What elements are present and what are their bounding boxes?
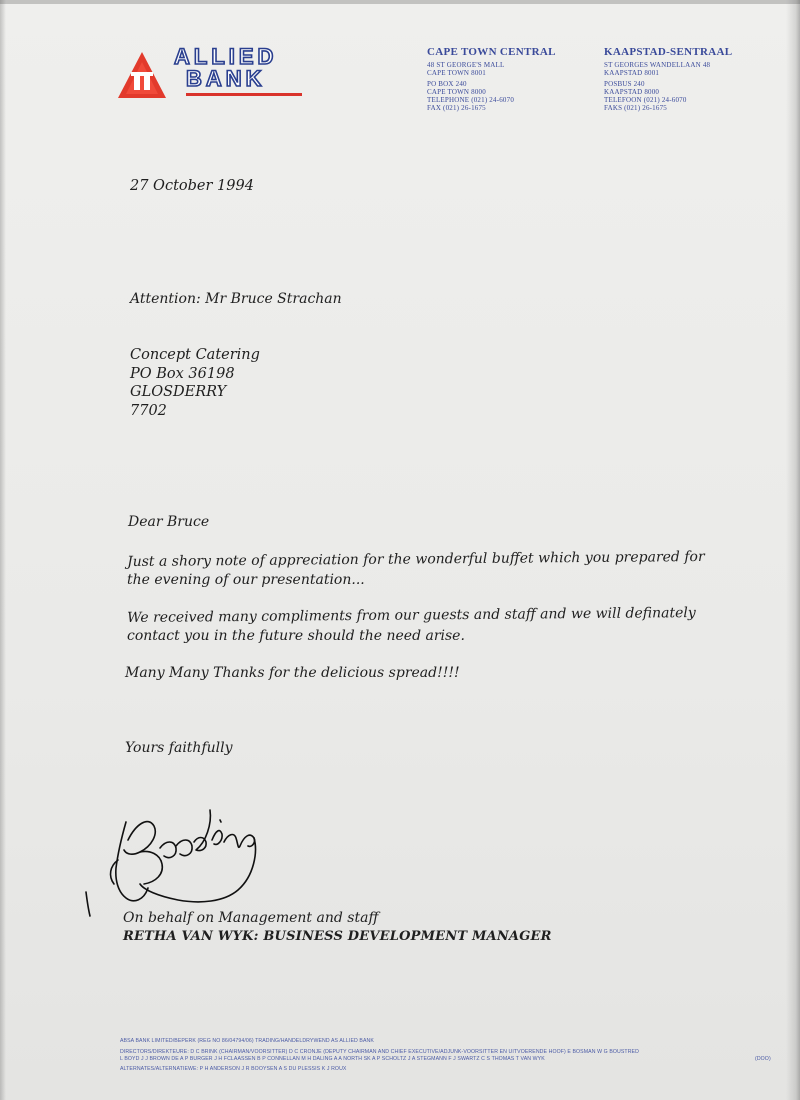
footer-directors-line1: DIRECTORS/DIREKTEURE: D C BRINK (CHAIRMAN/VOORSITTER) D C CRONJE (DEPUTY CHAIRMAN AND CHIEF EXECUTIVE/ADJUNK-VOORSITTER EN UITVOERENDE HOOF) E BOSMAN W G BOUSTRED <box>120 1049 639 1055</box>
recipient-postcode: 7702 <box>130 402 167 419</box>
branch-heading: CAPE TOWN CENTRAL <box>427 46 556 58</box>
paragraph-1-line-1: Just a shory note of appreciation for the wonderful buffet which you prepared for <box>127 548 705 570</box>
page-shadow-top <box>0 0 800 4</box>
allied-bank-emblem-icon <box>116 50 168 102</box>
address-block-afrikaans <box>604 46 732 112</box>
logo-wordmark-line2: BANK <box>186 66 266 91</box>
attention-line: Attention: Mr Bruce Strachan <box>130 291 342 307</box>
footer-registration: ABSA BANK LIMITED/BEPERK (REG NO 86/04794/06) TRADING/HANDELDRYWEND AS ALLIED BANK <box>120 1038 374 1044</box>
recipient-address <box>130 346 260 420</box>
street-line: ST GEORGES WANDELLAAN 48 <box>604 61 711 69</box>
paragraph-2-line-2: contact you in the future should the need arise. <box>127 628 465 644</box>
logo-underline <box>186 93 302 96</box>
page-shadow-right <box>786 0 800 1100</box>
salutation: Dear Bruce <box>128 514 210 530</box>
street-city-line: CAPE TOWN 8001 <box>427 69 486 77</box>
letter-date: 27 October 1994 <box>130 178 254 194</box>
po-box-line: PO BOX 240 <box>427 80 467 88</box>
phone-line: TELEFOON (021) 24-6070 <box>604 96 687 104</box>
footer-directors-line2: L BOYD J J BROWN DE A P BURGER J H FCLAASSEN B P CONNELLAN M H DALING A A NORTH SK A P SCHOLTZ J A STEGMANN F J SWARTZ C S THOMAS T VAN WYK <box>120 1056 545 1062</box>
branch-heading: KAAPSTAD-SENTRAAL <box>604 46 733 58</box>
street-city-line: KAAPSTAD 8001 <box>604 69 660 77</box>
allied-bank-logo <box>116 46 326 102</box>
recipient-town: GLOSDERRY <box>130 384 227 400</box>
logo-wordmark <box>174 46 277 90</box>
po-box-line: POSBUS 240 <box>604 80 645 88</box>
paragraph-3: Many Many Thanks for the delicious spread!!!! <box>125 665 460 681</box>
footer-alternates: ALTERNATES/ALTERNATIEWE: P H ANDERSON J R BOOYSEN A S DU PLESSIS K J ROUX <box>120 1066 347 1072</box>
footer-code: (DOO) <box>755 1056 771 1062</box>
fax-line: FAX (021) 26-1675 <box>427 104 486 112</box>
po-city-line: KAAPSTAD 8000 <box>604 88 660 96</box>
logo-wordmark-line1: ALLIED <box>174 44 278 69</box>
page-shadow-left <box>0 0 6 1100</box>
recipient-po-box: PO Box 36198 <box>130 365 235 382</box>
paragraph-1-line-2: the evening of our presentation... <box>127 572 365 588</box>
closing: Yours faithfully <box>125 740 233 756</box>
on-behalf-line: On behalf on Management and staff <box>123 910 379 926</box>
po-city-line: CAPE TOWN 8000 <box>427 88 486 96</box>
paragraph-2-line-1: We received many compliments from our guests and staff and we will definately <box>127 605 696 626</box>
fax-line: FAKS (021) 26-1675 <box>604 104 667 112</box>
street-line: 48 ST GEORGE'S MALL <box>427 61 505 69</box>
recipient-company: Concept Catering <box>130 347 260 363</box>
signatory-name-title: RETHA VAN WYK: BUSINESS DEVELOPMENT MANAGER <box>123 929 552 944</box>
phone-line: TELEPHONE (021) 24-6070 <box>427 96 515 104</box>
address-block-english <box>427 46 556 112</box>
handwritten-signature <box>78 780 278 920</box>
